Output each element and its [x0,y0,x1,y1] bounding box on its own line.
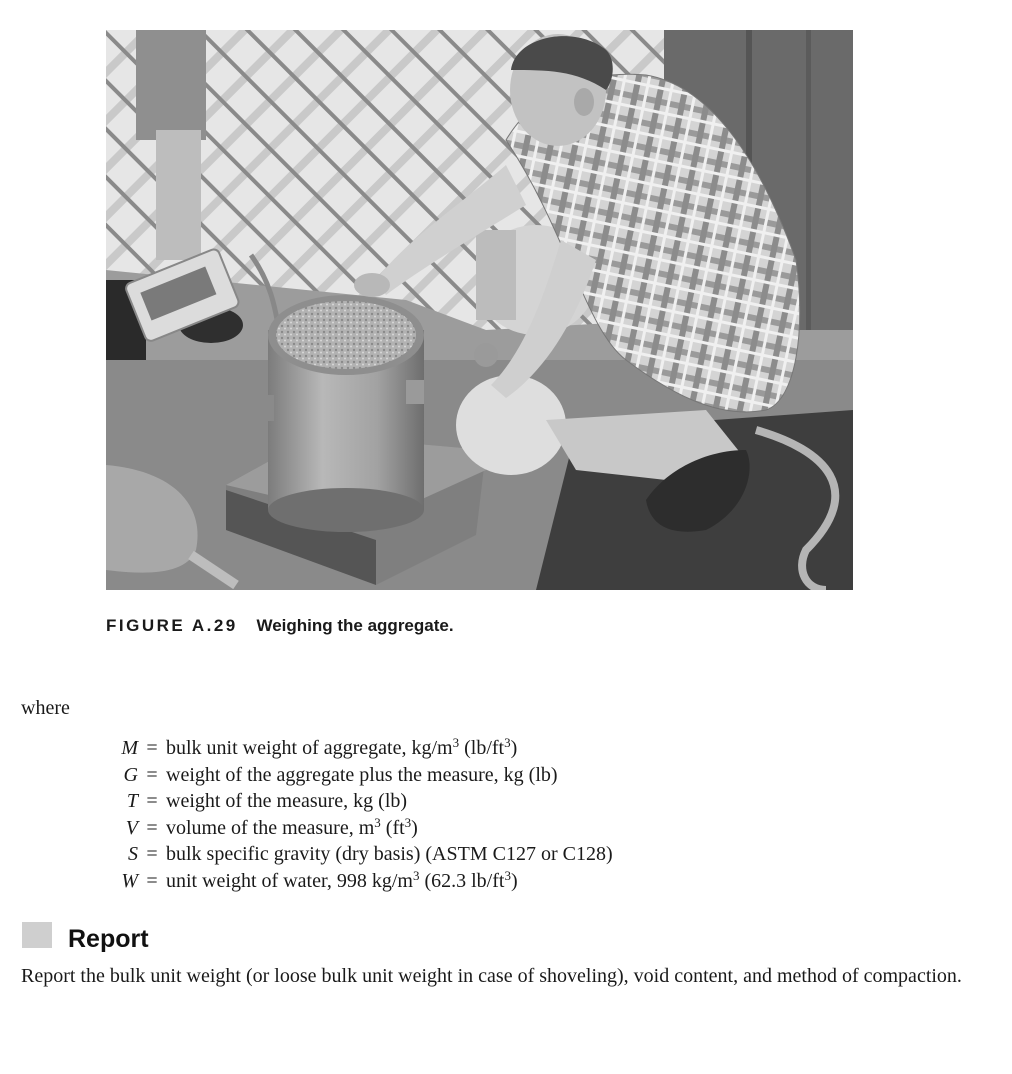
superscript: 3 [452,735,460,750]
symbol-v: V [125,816,138,839]
figure-photo [106,30,853,590]
symbol-g: G [123,763,138,786]
definition-row-s [100,841,613,868]
definition-row-v [100,815,613,842]
definition-text-part: (lb/ft [459,737,505,759]
equals-sign: = [146,737,158,759]
definition-row-w [100,868,613,895]
figure-label: FIGURE A.29 [106,616,238,635]
definition-text [166,815,418,842]
definition-text-part: unit weight of water, 998 kg/m [166,869,413,892]
equals-sign: = [146,763,158,786]
report-body: Report the bulk unit weight (or loose bulk unit weight in case of shoveling), void content, and method of compaction. [21,965,962,987]
equals-sign: = [146,843,158,865]
definition-text [166,868,518,895]
symbol-w: W [121,869,138,892]
figure-title: Weighing the aggregate. [256,616,454,635]
definition-text-part: (ft [380,816,405,839]
symbol-s: S [128,843,138,865]
definition-row-t [100,788,613,815]
definition-row-g [100,762,613,789]
person-weighing-aggregate-photo [106,30,853,590]
superscript: 3 [404,814,412,830]
definition-text-part: volume of the measure, m [166,816,375,839]
figure-caption [106,616,454,636]
definition-text-part: (62.3 lb/ft [419,869,505,892]
report-heading: Report [68,925,149,953]
equals-sign: = [146,816,158,839]
definition-row-m [100,735,613,762]
equals-sign: = [146,790,158,812]
definition-text [166,735,517,762]
definition-text-part: ) [510,869,518,892]
superscript: 3 [504,867,511,883]
definition-text-part: bulk unit weight of aggregate, kg/m [166,737,453,759]
definition-text-part: ) [510,737,518,759]
variable-definitions [100,735,613,894]
superscript: 3 [412,867,420,883]
definition-text-part: ) [411,816,418,839]
definition-text: bulk specific gravity (dry basis) (ASTM C127 or C128) [166,843,613,865]
symbol-t: T [126,790,138,812]
definition-text: weight of the aggregate plus the measure, kg (lb) [166,763,558,786]
section-marker [22,922,52,948]
symbol-m: M [121,737,138,759]
equals-sign: = [146,869,158,892]
where-label: where [21,697,70,719]
superscript: 3 [504,735,511,750]
definition-text: weight of the measure, kg (lb) [166,790,408,812]
superscript: 3 [374,814,381,830]
